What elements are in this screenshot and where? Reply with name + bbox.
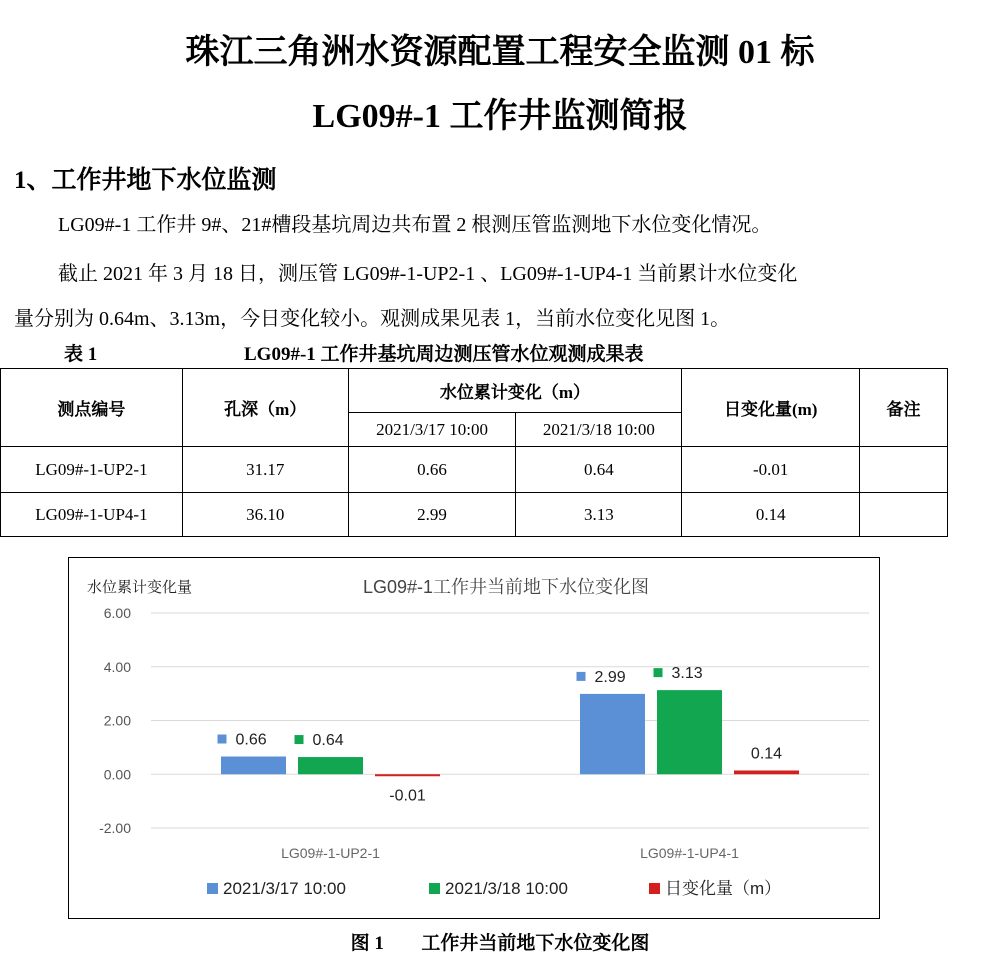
data-label: 2.99 (594, 668, 626, 686)
data-label: 0.66 (235, 731, 267, 749)
legend-swatch (649, 883, 660, 894)
cell-point: LG09#-1-UP4-1 (1, 493, 183, 537)
cell-value-2: 0.64 (516, 447, 682, 493)
bar (221, 757, 286, 775)
data-label: 0.14 (750, 745, 783, 763)
figure-caption-number: 图 1 (350, 933, 384, 954)
paragraph-1: LG09#-1 工作井 9#、21#槽段基坑周边共布置 2 根测压管监测地下水位变化情况。 (58, 214, 772, 236)
report-title: 珠江三角洲水资源配置工程安全监测 01 标 (185, 34, 815, 71)
header-date-1: 2021/3/17 10:00 (348, 413, 516, 447)
water-level-chart (68, 557, 880, 919)
table-caption-number: 表 1 (64, 344, 98, 365)
chart-canvas (69, 558, 881, 920)
header-point: 测点编号 (1, 369, 183, 447)
header-date-2: 2021/3/18 10:00 (516, 413, 682, 447)
cell-depth: 36.10 (182, 493, 348, 537)
cell-value-1: 2.99 (348, 493, 516, 537)
legend-swatch (207, 883, 218, 894)
data-label-marker (577, 672, 586, 681)
category-label: LG09#-1-UP4-1 (640, 845, 739, 861)
legend-label: 日变化量（m） (665, 879, 782, 898)
header-depth: 孔深（m） (182, 369, 348, 447)
chart-title: LG09#-1工作井当前地下水位变化图 (362, 577, 650, 597)
category-label: LG09#-1-UP2-1 (281, 845, 380, 861)
table-caption-title: LG09#-1 工作井基坑周边测压管水位观测成果表 (244, 344, 644, 365)
bar (375, 774, 440, 776)
cell-remark (860, 493, 948, 537)
header-cumulative-change: 水位累计变化（m） (348, 369, 682, 413)
bar (657, 690, 722, 774)
y-tick-label: 4.00 (103, 658, 131, 675)
data-label: -0.01 (389, 787, 426, 805)
table-row (1, 493, 948, 537)
cell-daily: 0.14 (682, 493, 860, 537)
legend-label: 2021/3/18 10:00 (445, 879, 568, 898)
cell-value-1: 0.66 (348, 447, 516, 493)
table-row (1, 447, 948, 493)
y-axis-label: 水位累计变化量 (87, 579, 193, 596)
table-header-row (1, 369, 948, 413)
data-label-marker (654, 668, 663, 677)
legend-label: 2021/3/17 10:00 (223, 879, 346, 898)
section-heading: 1、工作井地下水位监测 (14, 167, 277, 194)
bar (580, 694, 645, 774)
data-label: 0.64 (312, 732, 344, 750)
figure-caption-title: 工作井当前地下水位变化图 (421, 933, 650, 954)
cell-depth: 31.17 (182, 447, 348, 493)
paragraph-2-line-2: 量分别为 0.64m、3.13m，今日变化较小。观测成果见表 1，当前水位变化见图 1。 (14, 308, 731, 330)
cell-remark (860, 447, 948, 493)
header-remark: 备注 (860, 369, 948, 447)
data-label-marker (218, 735, 227, 744)
data-label-marker (295, 735, 304, 744)
report-subtitle: LG09#-1 工作井监测简报 (312, 98, 688, 135)
bar (734, 770, 799, 774)
cell-point: LG09#-1-UP2-1 (1, 447, 183, 493)
cell-daily: -0.01 (682, 447, 860, 493)
y-tick-label: -2.00 (99, 820, 131, 836)
figure-caption (0, 928, 1000, 955)
y-tick-label: 6.00 (103, 605, 131, 621)
y-tick-label: 0.00 (103, 766, 131, 783)
bar (298, 757, 363, 774)
y-tick-label: 2.00 (103, 712, 131, 729)
header-daily-change: 日变化量(m) (682, 369, 860, 447)
data-label: 3.13 (671, 665, 703, 683)
legend-swatch (429, 883, 440, 894)
cell-value-2: 3.13 (516, 493, 682, 537)
results-table (0, 368, 948, 537)
paragraph-2-line-1: 截止 2021 年 3 月 18 日，测压管 LG09#-1-UP2-1 、LG09#-1-UP4-1 当前累计水位变化 (58, 263, 798, 285)
